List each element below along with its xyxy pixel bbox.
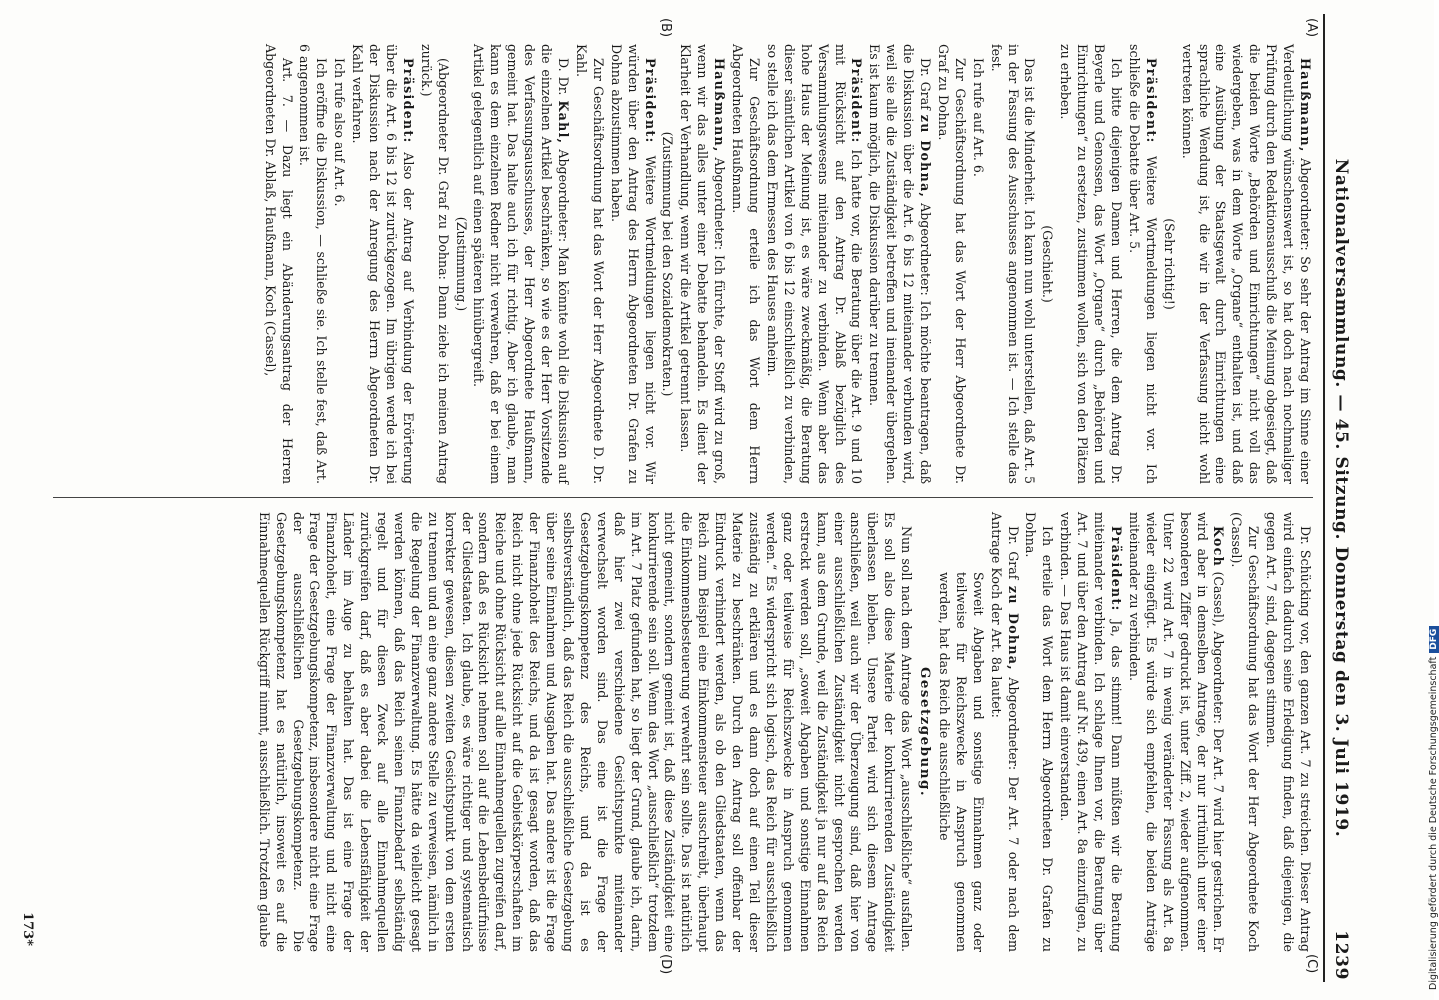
paragraph-text: Zur Geschäftsordnung hat das Wort der Herr Abgeordnete Dr. Graf zu Dohna. <box>935 44 968 484</box>
paragraph-text: Das ist die Minderheit. Ich kann nun wohl unterstellen, daß Art. 5 in der Fassung des Ausschusses angenommen ist. — Ich stelle das fest. <box>988 44 1038 484</box>
paragraph: (Zustimmung.) <box>453 216 469 312</box>
paragraph <box>1056 512 1124 952</box>
running-title: Nationalversammlung. — 45. Sitzung. Donnerstag den 3. Juli 1919. <box>1331 158 1351 838</box>
speaker-name: Koch <box>1211 526 1227 568</box>
paragraph <box>676 44 727 484</box>
paragraph-text: Abgeordneter: So sehr der Antrag im Sinne einer Verdeutlichung wünschenswert ist, so hat doch nach nochmaliger Prüfung durch den Redaktionsausschuß die Meinung obgesiegt, daß die beiden Worte „Behörden und Einrichtungen“ nicht voll das wiedergeben, was in dem Worte „Organe“ enthalten ist, und daß eine Ausübung der Staatsgewalt durch Einrichtungen eine sprachliche Wendung ist, die wir in der Verfassung nicht wohl vertreten können. <box>1179 44 1313 484</box>
paragraph-text: Weitere Wortmeldungen liegen nicht vor. Ich schließe die Debatte über Art. 5. <box>1126 44 1159 484</box>
speaker-name: zu Dohna, <box>918 114 934 199</box>
paragraph <box>969 44 986 484</box>
dfg-logo: DFG <box>1429 626 1439 653</box>
rotated-page-content <box>11 14 1353 982</box>
paragraph <box>1178 44 1313 484</box>
speaker-name: Kahl, <box>556 100 572 145</box>
paragraph <box>987 44 1038 484</box>
paragraph <box>1125 44 1159 484</box>
paragraph-text: Also der Antrag auf Verbindung der Erörterung über die Art. 6 bis 12 ist zurückgezogen. Im übrigen werde ich bei der Diskussion nach der Anregung des Herrn Abgeordneten Dr. Kahl verfahren. <box>350 44 416 484</box>
paragraph-text: Abgeordneter: Der Art. 7 oder nach dem Antrage Koch der Art. 8a lautet: <box>988 512 1021 952</box>
paragraph: (Geschieht.) <box>1040 225 1056 303</box>
paragraph-text: Ich rufe also auf Art. 6. <box>332 58 348 207</box>
section-heading: Gesetzgebung. <box>917 666 934 798</box>
paragraph-text: Art. 7. — Dazu liegt ein Abänderungsantrag der Herren Abgeordneten Dr. Ablaß, Haußmann, Koch (Cassel), <box>262 44 295 484</box>
paragraph-text: Abgeordneter: Ich fürchte, der Stoff wird zu groß, wenn wir das alles unter einer Debatte behandeln. Es dient der Klarheit der Verhandlung, wenn wir die Artikel getrennt lassen. <box>678 44 728 484</box>
running-head <box>1323 14 1353 982</box>
speaker-name: Präsident: <box>400 58 416 144</box>
speaker-name: zu Dohna, <box>1005 585 1021 671</box>
paragraph <box>1022 512 1056 952</box>
column-divider <box>53 497 1313 498</box>
page-number: 1239 <box>1331 930 1351 980</box>
paragraph <box>728 44 762 484</box>
margin-letter-d: (D) <box>658 954 673 975</box>
paragraph-text: Ich rufe auf Art. 6. <box>970 58 986 177</box>
paragraph-text: (Cassel), Abgeordneter: Der Art. 7 wird hier gestrichen. Er wird aber in demselben Antrage, der nur irrtümlich unter einer besonderen Ziffer gedruckt ist, unter Ziff. 2, wieder aufgenommen. Unter 22 wird Art. 7 in wenig veränderter Fassung als Art. 8a wieder eingefügt. Es würde sich empfehlen, die beiden Anträge miteinander zu verbinden. <box>1126 512 1227 952</box>
paragraph-text: Ich erteile das Wort dem Herrn Abgeordneten Dr. Grafen zu Dohna. <box>1023 512 1056 952</box>
paragraph-text: Abgeordneter: Man könnte wohl die Diskussion auf die einzelnen Artikel beschränken, so wie es der Herr Vorsitzende des Verfassungsausschusses, der Herr Abgeordnete Haußmann, gemeint hat. Das halte auch ich für richtig. Aber ich glaube, man kann es dem einzelnen Redner nicht verwehren, daß er bei einem Artikel gelegentlich auf einen späteren hinübergreift. <box>471 44 572 484</box>
paragraph <box>1056 44 1124 484</box>
paragraph-text: Ja, das stimmt! Dann müßten wir die Beratung miteinander verbinden. Ich schlage Ihnen vor, die Beratung über Art. 7 und über den Antrag auf Nr. 439, einen Art. 8a einzufügen, zu verbinden. — Das Haus ist damit einverstanden. <box>1058 512 1125 952</box>
margin-letter-c: (C) <box>1304 954 1319 974</box>
speaker-name: Präsident: <box>642 58 658 144</box>
paragraph-text: Ich eröffne die Diskussion, — schließe sie. Ich stelle fest, daß Art. 6 angenommen ist. <box>297 44 330 484</box>
paragraph-text: Weitere Wortmeldungen liegen nicht vor. Wir würden über den Antrag des Herrn Abgeordneten Dr. Grafen zu Dohna abzustimmen haben. <box>608 44 658 484</box>
paragraph <box>865 44 933 484</box>
paragraph <box>607 44 658 484</box>
paragraph <box>261 44 295 484</box>
paragraph: (Sehr richtig!) <box>1161 218 1177 310</box>
speaker-name: Haußmann, <box>1298 58 1313 153</box>
paragraph <box>987 512 1021 952</box>
speaker-prefix: Dr. Graf <box>1005 526 1021 586</box>
speaker-name: Haußmann, <box>712 58 728 153</box>
quoted-article: Soweit Abgaben und sonstige Einnahmen ganz oder teilweise für Reichszwecke in Anspruch genommen werden, hat das Reich die ausschließliche <box>936 572 986 952</box>
paragraph-text: Ich hatte vor, die Beratung über die Art. 9 und 10 mit Rücksicht auf den Antrag Dr. Ablaß bezüglich des Versammlungswesens miteinander zu verbinden. Wenn aber das hohe Haus der Meinung ist, es wäre zweckmäßig, die Beratung dieser sämtlichen Artikel von 6 bis 12 einschließlich zu verbinden, so stelle ich das dem Ermessen des Hauses anheim. <box>764 44 865 484</box>
paragraph-text: Zur Geschäftsordnung erteile ich das Wort dem Herrn Abgeordneten Haußmann. <box>730 44 762 484</box>
speaker-prefix: Dr. Graf <box>918 58 934 115</box>
paragraph <box>255 512 914 952</box>
margin-letter-b: (B) <box>658 18 673 38</box>
margin-letter-a: (A) <box>1304 18 1319 38</box>
signature-mark: 173* <box>20 912 35 946</box>
paragraph-text: Zur Geschäftsordnung hat das Wort der Herr Abgeordnete D. Dr. Kahl. <box>573 44 606 484</box>
paragraph <box>348 44 416 484</box>
paragraph-text: Nun soll nach dem Antrage das Wort „ausschließliche“ ausfallen. Es soll also diese Materie der konkurrierenden Zuständigkeit überlassen bleiben. Unsere Partei wird sich diesem Antrage anschließen, weil auch wir der Überzeugung sind, daß hier von einer ausschließlichen Zuständigkeit nicht gesprochen werden kann, aus dem Grunde, weil die Zuständigkeit ja nur auf das Reich erstreckt werden soll, „soweit Abgaben und sonstige Einnahmen ganz oder teilweise für Reichszwecke in Anspruch genommen werden.“ Es widerspricht sich logisch, das Reich für ausschließlich zuständig zu erklären und es dann doch auf einen Teil dieser Materie zu beschränken. Durch den Antrag soll offenbar der Eindruck verhindert werden, als ob den Gliedstaaten, wenn das Reich zum Beispiel eine Einkommensteuer ausschreibt, überhaupt die Einkommensbesteuerung verwehrt sein sollte. Das ist natürlich nicht gemeint, sondern gemeint ist, daß diese Zuständigkeit eine konkurrierende sein soll. Wenn das Wort „ausschließlich“ trotzdem im Art. 7 Platz gefunden hat, so liegt der Grund, glaube ich, darin, daß hier zwei verschiedene Gesichtspunkte miteinander verwechselt worden sind. Das eine ist die Frage der Gesetzgebungskompetenz des Reichs, und da ist es selbstverständlich, daß das Reich die ausschließliche Gesetzgebung über seine Einnahmen und Ausgaben hat. Das andere ist die Frage der Finanzhoheit des Reichs, und da ist gesagt worden, daß das Reich nicht ohne jede Rücksicht auf die Gebietskörperschaften im Reiche und ohne Rücksicht auf alle Einnahmequellen zugreifen darf, sondern daß es Rücksicht nehmen soll auf die Lebensbedürfnisse der Gliedstaaten. Ich glaube, es wäre richtiger und systematisch korrekter gewesen, diesen zweiten Gesichtspunkt von dem ersten zu trennen und an eine ganz andere Stelle zu verweisen, nämlich in die Regelung der Finanzverwaltung. Es hätte da vielleicht gesagt werden können, daß das Reich seinen Finanzbedarf selbständig regelt und für diesen Zweck auf alle Einnahmequellen zurückgreifen darf, daß es aber dabei die Lebensfähigkeit der Länder im Auge zu behalten hat. Das ist eine Frage der Finanzhoheit, eine Frage der Finanzverwaltung und nicht eine Frage der Gesetzgebungskompetenz, insbesondere nicht eine Frage der ausschließlichen Gesetzgebungskompetenz. Die Gesetzgebungskompetenz hat es natürlich, insoweit es auf die Einnahmequellen Rückgriff nimmt, ausschließlich. Trotzdem glaube <box>256 512 915 952</box>
paragraph <box>1227 512 1261 952</box>
paragraph <box>296 44 330 484</box>
paragraph <box>572 44 606 484</box>
paragraph <box>417 44 451 484</box>
paragraph-text: Ich bitte diejenigen Damen und Herren, die dem Antrag Dr. Beyerle und Genossen, das Wort „Organe“ durch „Behörden und Einrichtungen“ zu ersetzen, zustimmen wollen, sich von den Plätzen zu erheben. <box>1058 44 1125 484</box>
speaker-name: Präsident: <box>1143 58 1159 144</box>
left-text-column <box>33 44 1313 484</box>
credit-text: Digitalisierung gefördert durch die Deutsche Forschungsgemeinschaft <box>1428 656 1439 990</box>
paragraph-text: Abgeordneter: Ich möchte beantragen, daß die Diskussion über die Art. 6 bis 12 miteinander verbunden wird, weil sie alle die Zuständigkeit betreffen und ineinander übergehen. Es ist kaum möglich, die Diskussion darüber zu trennen. <box>867 44 934 484</box>
paragraph-text: Dr. Schücking vor, den ganzen Art. 7 zu streichen. Dieser Antrag wird einfach dadurch seine Erledigung finden, daß diejenigen, die gegen Art. 7 sind, dagegen stimmen. <box>1264 512 1313 952</box>
paragraph-text: (Abgeordneter Dr. Graf zu Dohna: Dann ziehe ich meinen Antrag zurück.) <box>418 44 451 484</box>
paragraph <box>1125 512 1226 952</box>
paragraph <box>763 44 864 484</box>
speaker-prefix: D. Dr. <box>556 58 572 101</box>
paragraph-text: Zur Geschäftsordnung hat das Wort der Herr Abgeordnete Koch (Cassel). <box>1229 512 1262 952</box>
paragraph <box>330 44 347 484</box>
paragraph <box>1262 512 1313 952</box>
digitization-credit <box>1428 626 1439 990</box>
paragraph: (Zustimmung bei den Sozialdemokraten.) <box>660 131 676 397</box>
paragraph <box>934 44 968 484</box>
right-text-column <box>33 512 1313 952</box>
paragraph <box>470 44 571 484</box>
speaker-name: Präsident: <box>849 58 865 144</box>
speaker-name: Präsident: <box>1109 526 1125 612</box>
